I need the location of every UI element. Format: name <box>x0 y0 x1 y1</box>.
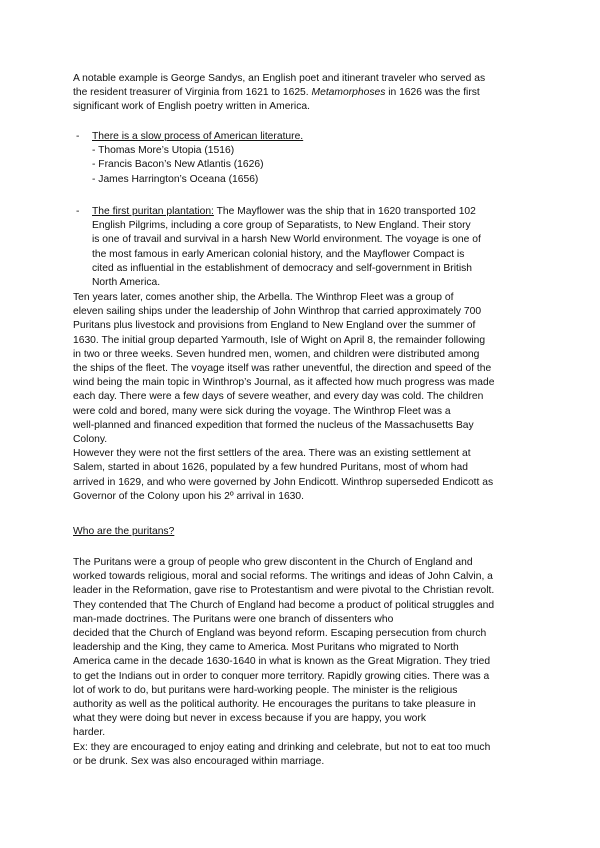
paragraph-line: the ships of the fleet. The voyage itself was rather uneventful, the direction and speed of the <box>73 363 492 375</box>
paragraph-line: lot of work to do, but puritans were hard-working people. The minister is the religious <box>73 684 458 696</box>
paragraph-line: However they were not the first settlers of the area. There was an existing settlement at <box>73 448 471 460</box>
intro-line: A notable example is George Sandys, an English poet and itinerant traveler who served as <box>73 73 486 84</box>
list-item: - James Harrington’s Oceana (1656) <box>92 173 259 185</box>
paragraph-line: eleven sailing ships under the leadership of John Winthrop that carried approximately 700 <box>73 306 482 318</box>
paragraph-line: leadership and the King, they came to America. Most Puritans who migrated to North <box>73 642 459 654</box>
bullet-line <box>92 205 542 219</box>
intro-text: in 1626 was the first <box>385 87 480 99</box>
paragraph-line: Salem, started in about 1626, populated by a few hundred Puritans, most of whom had <box>73 462 468 474</box>
paragraph-line: each day. There were a few days of severe weather, and every day was cold. The children <box>73 391 484 403</box>
paragraph-line: were cold and bored, many were sick during the voyage. The Winthrop Fleet was a <box>73 405 451 417</box>
bullet-dash: - <box>76 131 80 142</box>
paragraph-line: Colony. <box>73 434 108 446</box>
intro-paragraph <box>73 72 541 115</box>
paragraph-line: to get the Indians out in order to conquer more territory. Rapidly growing cities. There was a <box>73 670 490 682</box>
bullet-line: North America. <box>92 277 161 289</box>
paragraph-line: in two or three weeks. Seven hundred men, women, and children were distributed among <box>73 348 480 360</box>
paragraph-line: harder. <box>73 727 106 739</box>
list-item: - Thomas More’s Utopia (1516) <box>92 145 235 157</box>
bullet-line: is one of travail and survival in a harsh New World environment. The voyage is one of <box>92 234 481 246</box>
bullet-title: There is a slow process of American literature. <box>92 131 304 142</box>
paragraph-line: Ex: they are encouraged to enjoy eating and drinking and celebrate, but not to eat too much <box>73 741 491 753</box>
paragraph-line: 1630. The initial group departed Yarmouth, Isle of Wight on April 8, the remainder following <box>73 334 486 346</box>
bullet-line: English Pilgrims, including a core group of Separatists, to New England. Their story <box>92 220 471 232</box>
section-heading: Who are the puritans? <box>73 526 175 537</box>
bullet-text: The Mayflower was the ship that in 1620 transported 102 <box>213 206 476 217</box>
arbella-paragraph <box>73 291 541 504</box>
metamorphoses-title: Metamorphoses <box>311 87 386 99</box>
bullet-line: the most famous in early American colonial history, and the Mayflower Compact is <box>92 248 465 260</box>
paragraph-line: well-planned and financed expedition that formed the nucleus of the Massachusetts Bay <box>73 419 474 431</box>
paragraph-line: Ten years later, comes another ship, the Arbella. The Winthrop Fleet was a group of <box>73 292 454 303</box>
paragraph-line: decided that the Church of England was beyond reform. Escaping persecution from church <box>73 628 487 640</box>
intro-line <box>73 86 541 100</box>
paragraph-line: or be drunk. Sex was also encouraged within marriage. <box>73 755 325 767</box>
paragraph-line: authority as well as the political authority. He encourages the puritans to take pleasure in <box>73 699 476 711</box>
intro-text: the resident treasurer of Virginia from 1621 to 1625. <box>73 87 309 99</box>
puritans-paragraph <box>73 556 541 769</box>
paragraph-line: Governor of the Colony upon his 2º arrival in 1630. <box>73 490 304 502</box>
bullet-first-plantation <box>76 205 542 290</box>
list-item: - Francis Bacon’s New Atlantis (1626) <box>92 159 264 171</box>
paragraph-line: arrived in 1629, and who were governed by John Endicott. Winthrop superseded Endicott as <box>73 476 494 488</box>
paragraph-line: America came in the decade 1630-1640 in what is known as the Great Migration. They tried <box>73 656 491 668</box>
paragraph-line: Puritans plus livestock and provisions from England to New England over the summer of <box>73 320 476 332</box>
paragraph-line: worked towards religious, moral and social reforms. The writings and ideas of John Calvin, a <box>73 571 493 583</box>
paragraph-line: what they were doing but never in excess because if you are happy, you work <box>73 713 426 725</box>
paragraph-line: They contended that The Church of England had become a product of political struggles and <box>73 599 495 611</box>
bullet-slow-process <box>76 130 542 187</box>
paragraph-line: leader in the Reformation, gave rise to Protestantism and were pivotal to the Christian revolt. <box>73 585 495 597</box>
intro-line: significant work of English poetry written in America. <box>73 101 310 113</box>
paragraph-line: man-made doctrines. The Puritans were one branch of dissenters who <box>73 613 394 625</box>
bullet-dash: - <box>76 206 80 217</box>
paragraph-line: The Puritans were a group of people who grew discontent in the Church of England and <box>73 557 473 568</box>
bullet-line: cited as influential in the establishment of democracy and self-government in British <box>92 262 473 274</box>
paragraph-line: wind being the main topic in Winthrop’s Journal, as it affected how much progress was made <box>73 377 495 389</box>
bullet-title: The first puritan plantation: <box>92 206 214 217</box>
